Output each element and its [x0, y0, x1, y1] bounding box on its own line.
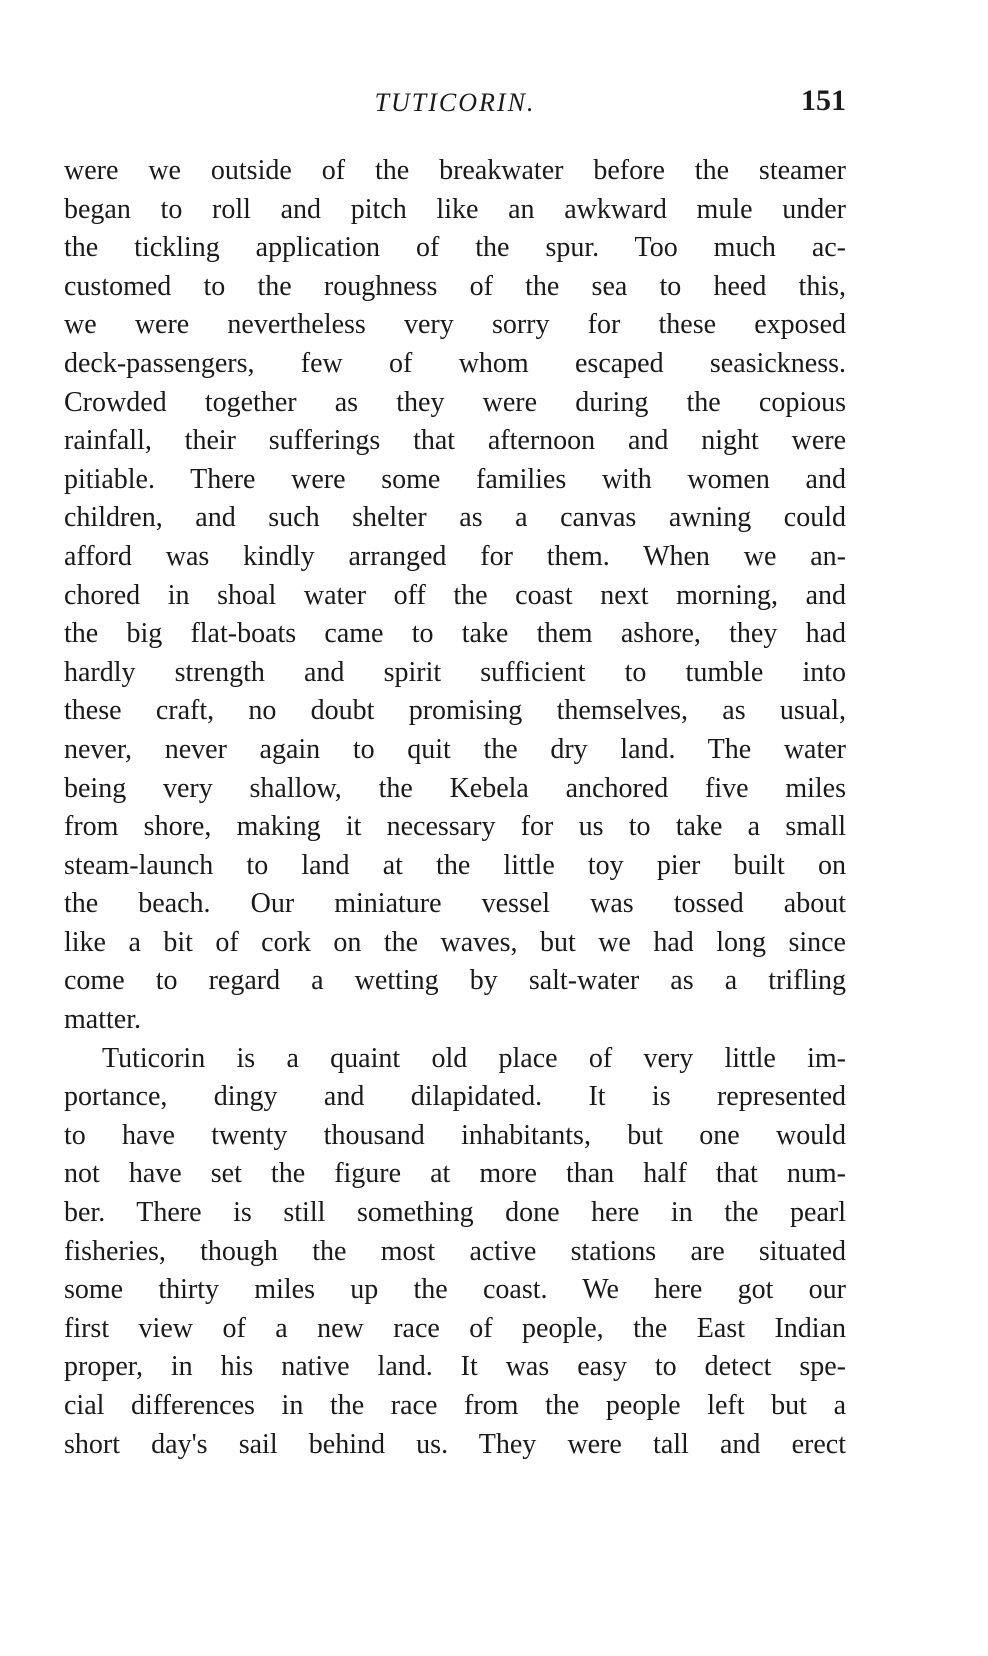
text-line: Crowded together as they were during the copious [64, 386, 846, 418]
text-line: proper, in his native land. It was easy to detect spe- [64, 1351, 846, 1383]
text-line: ber. There is still something done here in the pearl [64, 1197, 846, 1229]
text-line: customed to the roughness of the sea to heed this, [64, 270, 846, 302]
text-line: we were nevertheless very sorry for these exposed [64, 309, 846, 341]
text-line: children, and such shelter as a canvas awning could [64, 502, 846, 534]
text-line: chored in shoal water off the coast next morning, and [64, 579, 846, 611]
text-line: matter. [64, 1004, 141, 1036]
text-line: deck-passengers, few of whom escaped seasickness. [64, 347, 846, 379]
text-line: pitiable. There were some families with women and [64, 463, 846, 495]
text-line: come to regard a wetting by salt-water as a trifling [64, 965, 846, 997]
text-line: to have twenty thousand inhabitants, but one would [64, 1119, 846, 1151]
text-line: steam-launch to land at the little toy pier built on [64, 849, 846, 881]
text-line: cial differences in the race from the people left but a [64, 1390, 846, 1421]
body-text [64, 152, 846, 1464]
text-line: afford was kindly arranged for them. When we an- [64, 540, 846, 572]
text-line: the tickling application of the spur. Too much ac- [64, 232, 846, 264]
running-title: TUTICORIN. [374, 88, 536, 117]
text-line: like a bit of cork on the waves, but we had long since [64, 926, 846, 958]
paragraph-2 [64, 1040, 846, 1465]
text-line: rainfall, their sufferings that afternoon and night were [64, 425, 846, 457]
text-line: were we outside of the breakwater before the steamer [64, 155, 846, 186]
text-line: the beach. Our miniature vessel was tossed about [64, 888, 846, 920]
text-line: from shore, making it necessary for us to take a small [64, 811, 846, 843]
text-line: the big flat-boats came to take them ashore, they had [64, 618, 846, 650]
text-line: fisheries, though the most active stations are situated [64, 1235, 846, 1267]
page-number: 151 [801, 84, 846, 117]
text-line: some thirty miles up the coast. We here got our [64, 1274, 846, 1306]
page-header [64, 84, 846, 128]
text-line: short day's sail behind us. They were tall and erect [64, 1428, 846, 1460]
text-line: never, never again to quit the dry land. The water [64, 733, 846, 765]
text-line: Tuticorin is a quaint old place of very little im- [102, 1042, 846, 1074]
text-line: first view of a new race of people, the East Indian [64, 1312, 846, 1344]
paragraph-1 [64, 152, 846, 1040]
text-line: hardly strength and spirit sufficient to tumble into [64, 656, 846, 688]
text-line: being very shallow, the Kebela anchored five miles [64, 772, 846, 804]
text-line: these craft, no doubt promising themselves, as usual, [64, 695, 846, 727]
text-line: began to roll and pitch like an awkward mule under [64, 193, 846, 225]
text-line: portance, dingy and dilapidated. It is represented [64, 1081, 846, 1113]
text-line: not have set the figure at more than half that num- [64, 1158, 846, 1190]
